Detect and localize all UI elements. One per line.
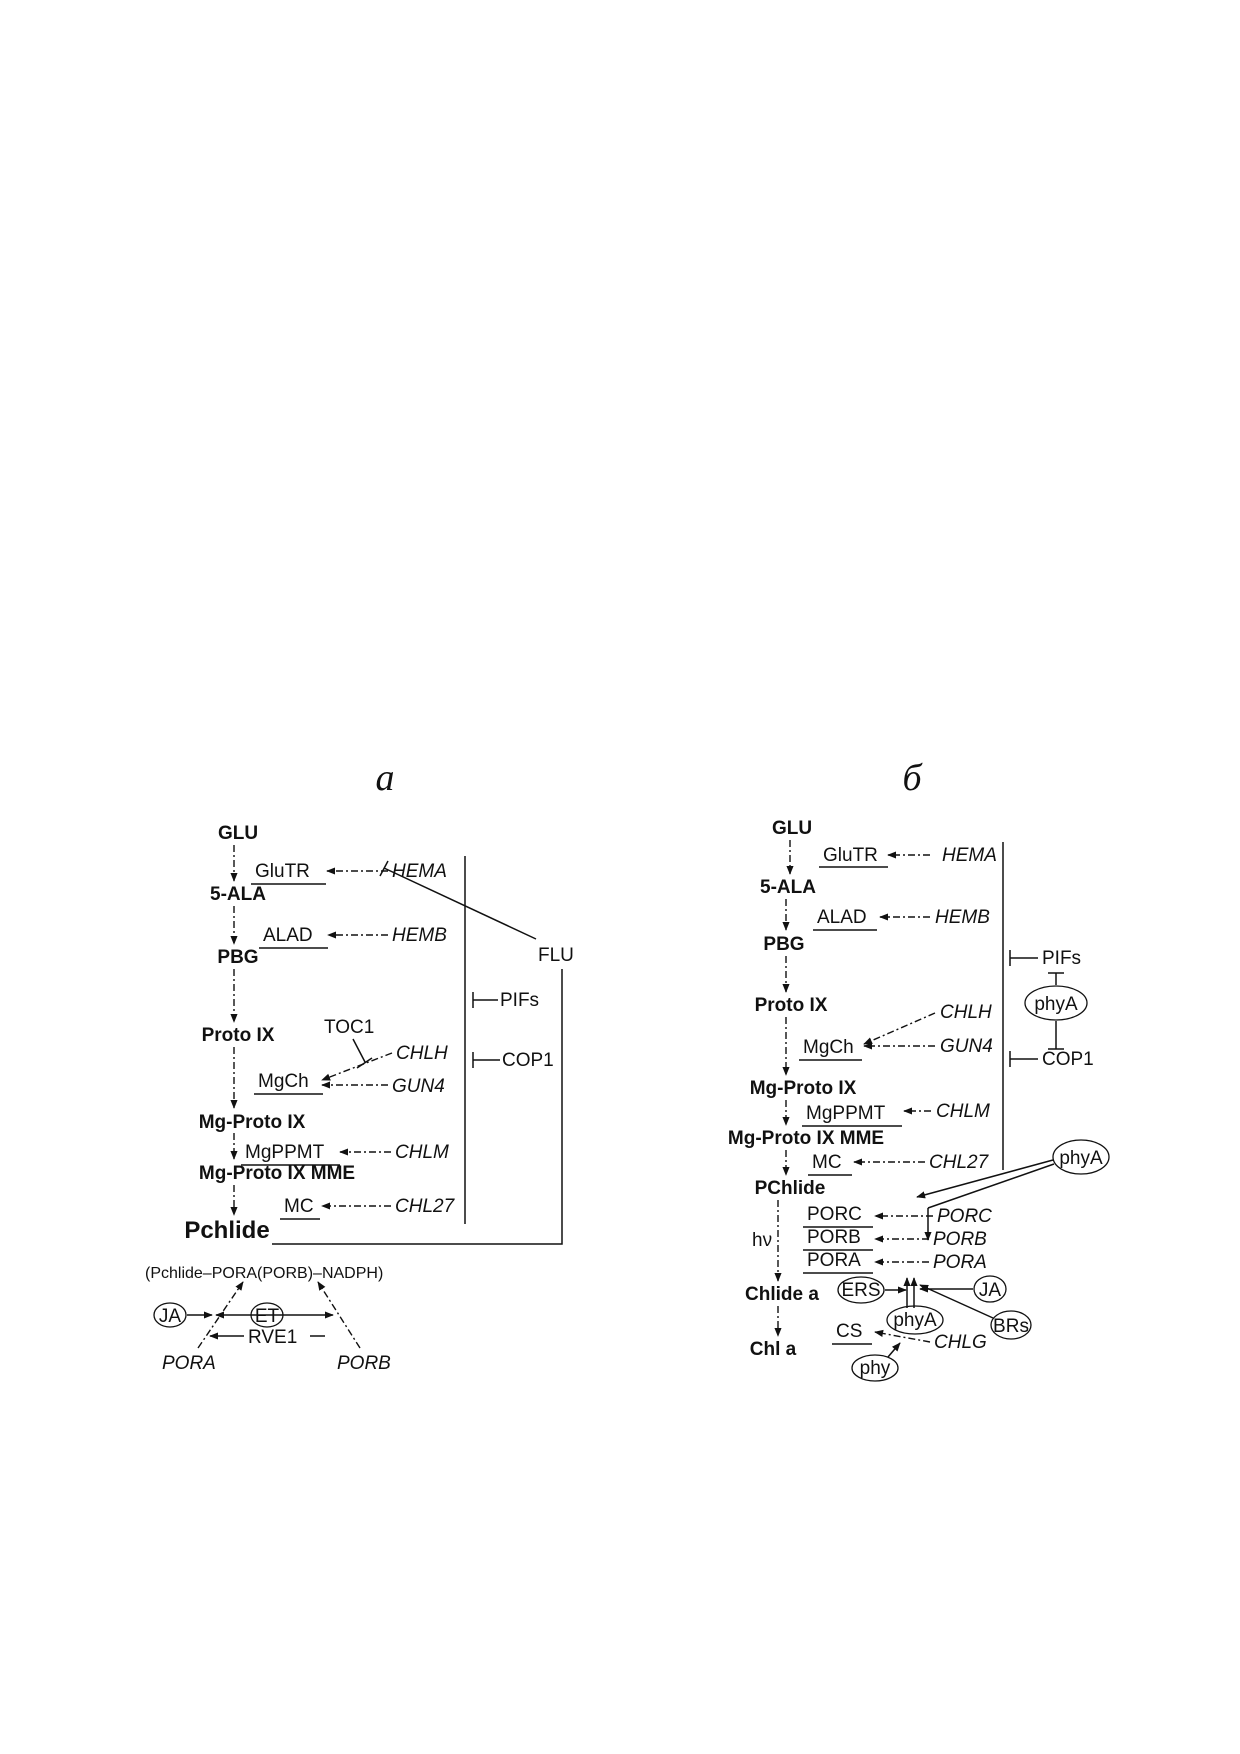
enzyme-mgch: MgCh <box>803 1037 854 1058</box>
panel-b-label: б <box>902 757 922 799</box>
gene-hema: HEMA <box>392 861 447 882</box>
regulator-ja: JA <box>978 1280 1002 1301</box>
regulator-cop1: COP1 <box>1042 1049 1094 1070</box>
regulator-toc1: TOC1 <box>324 1017 375 1038</box>
gene-hemb: HEMB <box>392 925 447 946</box>
panel-b <box>728 757 1109 1381</box>
enzyme-cs: CS <box>836 1321 863 1342</box>
pchlide-complex: (Pchlide–PORA(PORB)–NADPH) <box>145 1265 384 1282</box>
gene-porb: PORB <box>933 1229 987 1250</box>
metabolite-proto-ix: Proto IX <box>201 1025 275 1046</box>
light-hv: hν <box>752 1230 773 1251</box>
metabolite-chl-a: Chl a <box>749 1339 797 1360</box>
regulator-cop1: COP1 <box>502 1050 554 1071</box>
gene-gun4: GUN4 <box>940 1036 993 1057</box>
metabolite-glu: GLU <box>217 823 259 844</box>
gene-porc: PORC <box>937 1206 992 1227</box>
gene-chl27: CHL27 <box>929 1152 989 1173</box>
regulator-ja: JA <box>158 1306 182 1327</box>
regulator-rve1: RVE1 <box>248 1327 298 1348</box>
regulator-phya: phyA <box>1034 994 1078 1015</box>
phy-arrow <box>888 1343 900 1357</box>
regulator-pifs: PIFs <box>1042 948 1082 969</box>
metabolite-mg-proto-ix-mme: Mg-Proto IX MME <box>198 1163 356 1184</box>
gene-chlh: CHLH <box>940 1002 992 1023</box>
panel-a-label: а <box>375 757 395 799</box>
enzyme-porb: PORB <box>807 1227 861 1248</box>
enzyme-glutr: GluTR <box>823 845 878 866</box>
metabolite-glu: GLU <box>771 818 813 839</box>
metabolite-chlide-a: Chlide a <box>745 1284 819 1305</box>
regulator-flu: FLU <box>538 945 574 966</box>
metabolite-pchlide: PChlide <box>754 1178 826 1199</box>
regulator-et: ET <box>254 1306 280 1327</box>
gene-chlh: CHLH <box>396 1043 448 1064</box>
gene-hema: HEMA <box>942 845 997 866</box>
enzyme-mgppmt: MgPPMT <box>245 1142 325 1163</box>
enzyme-alad: ALAD <box>263 925 313 946</box>
metabolite-mg-proto-ix: Mg-Proto IX <box>198 1112 306 1133</box>
enzyme-porc: PORC <box>807 1204 862 1225</box>
gene-chl27: CHL27 <box>395 1196 455 1217</box>
metabolite-5-ala: 5-ALA <box>760 877 816 898</box>
arrow-chlh-to-mgch <box>864 1013 935 1044</box>
enzyme-mc: MC <box>284 1196 314 1217</box>
metabolite-mg-proto-ix-mme: Mg-Proto IX MME <box>727 1128 885 1149</box>
regulator-phy: phy <box>859 1358 891 1379</box>
gene-hemb: HEMB <box>935 907 990 928</box>
panel-a <box>145 757 574 1374</box>
arrow-chlh-to-mgch <box>322 1053 392 1080</box>
enzyme-alad: ALAD <box>817 907 867 928</box>
metabolite-5-ala: 5-ALA <box>210 884 266 905</box>
gene-chlg: CHLG <box>934 1332 987 1353</box>
metabolite-proto-ix: Proto IX <box>754 995 828 1016</box>
enzyme-pora: PORA <box>807 1250 861 1271</box>
regulator-phya-low: phyA <box>893 1310 937 1331</box>
metabolite-pbg: PBG <box>763 934 805 955</box>
enzyme-glutr: GluTR <box>255 861 310 882</box>
toc1-inhibition <box>353 1039 365 1062</box>
regulator-ers: ERS <box>841 1280 881 1301</box>
regulator-pifs: PIFs <box>500 990 540 1011</box>
enzyme-mgppmt: MgPPMT <box>806 1103 886 1124</box>
regulator-brs: BRs <box>993 1316 1029 1337</box>
metabolite-mg-proto-ix: Mg-Proto IX <box>749 1078 857 1099</box>
metabolite-pchlide: Pchlide <box>184 1217 270 1244</box>
gene-gun4: GUN4 <box>392 1076 445 1097</box>
regulator-phya-right: phyA <box>1059 1148 1103 1169</box>
gene-chlm: CHLM <box>936 1101 990 1122</box>
gene-porb: PORB <box>337 1353 391 1374</box>
metabolite-pbg: PBG <box>217 947 259 968</box>
gene-chlm: CHLM <box>395 1142 449 1163</box>
enzyme-mgch: MgCh <box>258 1071 309 1092</box>
gene-pora: PORA <box>162 1353 216 1374</box>
gene-pora: PORA <box>933 1252 987 1273</box>
enzyme-mc: MC <box>812 1152 842 1173</box>
